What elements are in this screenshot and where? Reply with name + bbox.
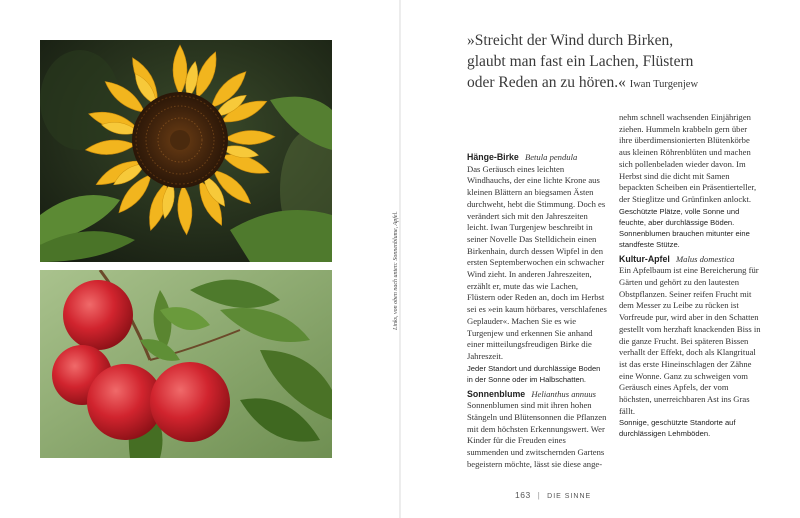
- text-column-two: [619, 112, 761, 443]
- entry-heading: Hänge-Birke: [467, 152, 519, 162]
- page-footer: [515, 490, 591, 500]
- entry-body: nehm schnell wachsenden Einjährigen ziehen. Hummeln krabbeln gern über ihre überdimensionierten Blütenkörbe aus kleinen Röhrenblüten und machen sich pollenbeladen wieder davon. Im Herbst sind die dicht mit Samen bepackten Scheiben ein Präsentierteller, der Stieglitze und Grünfinken anlockt.: [619, 112, 757, 204]
- entry-sonnenblume-continued: [619, 112, 761, 250]
- quote-line-3: [467, 72, 787, 95]
- entry-latin-name: Malus domestica: [675, 253, 735, 264]
- apple-photo: [40, 270, 332, 458]
- text-column-one: [467, 152, 607, 475]
- quote-line-2: glaubt man fast ein Lachen, Flüstern: [467, 53, 694, 70]
- quote-line-1: »Streicht der Wind durch Birken,: [467, 32, 674, 49]
- entry-site-note: Jeder Standort und durchlässige Boden in der Sonne oder im Halbschatten.: [467, 363, 601, 384]
- book-gutter: [399, 0, 401, 518]
- sunflower-photo: [40, 40, 332, 262]
- entry-haenge-birke: [467, 152, 607, 385]
- entry-heading: Kultur-Apfel: [619, 253, 670, 264]
- entry-sonnenblume: [467, 389, 607, 471]
- entry-site-note: Geschützte Plätze, volle Sonne und feuchte, aber durchlässige Böden. Sonnenblumen brauchen mitunter eine standfeste Stütze.: [619, 206, 750, 249]
- section-name: DIE SINNE: [547, 493, 592, 500]
- quote-line-3-text: oder Reden an zu hören.«: [467, 74, 626, 91]
- entry-body: Sonnenblumen sind mit ihren hohen Stängeln und Blütensonnen die Pflanzen mit dem höchsten Erkennungswert. Wer Kinder für die Freuden eines summenden und zwitschernden Gartens begeistern möchte, lässt sie diese ange-: [467, 400, 607, 469]
- page-number: 163: [515, 490, 531, 500]
- quote-author: Iwan Turgenjew: [629, 79, 699, 90]
- footer-separator: |: [537, 490, 541, 500]
- entry-latin-name: Helianthus annuus: [531, 388, 597, 399]
- entry-heading: Sonnenblume: [467, 388, 526, 399]
- entry-body: Das Geräusch eines leichten Windhauchs, der eine lichte Krone aus kleinen Blättern an biegsamen Ästen durchweht, hebt die Stimmung. Doch es verändert sich mit den Jahreszeiten leicht. Iwan Turgenjew beschreibt in seiner Novelle Das Stelldichein einen Birkenhain, durch dessen Wipfel in den ersten Septemberwochen ein schwacher Wind zieht. In anderen Jahreszeiten, erzählt er, mute das wie Lachen, Flüstern oder Reden an, doch im Herbst sei es »ein kaum hörbares, verschlafenes Geplauder«. Machen Sie es wie Turgenjew und erkennen Sie anhand einer mitteilungsfreudigen Birke die Jahreszeit.: [467, 163, 607, 361]
- entry-site-note: Sonnige, geschützte Standorte auf durchlässigen Lehmböden.: [619, 418, 736, 439]
- epigraph: [467, 30, 787, 95]
- side-caption: Links, von oben nach unten: Sonnenblume, Apfel.: [393, 211, 399, 330]
- entry-kultur-apfel: [619, 254, 761, 440]
- entry-latin-name: Betula pendula: [524, 152, 578, 162]
- entry-body: Ein Apfelbaum ist eine Bereicherung für Gärten und gehört zu den lautesten Obstpflanzen. Seiner reifen Frucht mit dem Messer zu Leibe zu rücken ist Vorfreude pur, wird aber in den Schatten gestellt vom herzhaft knackenden Biss in die ganze Frucht. Bei späteren Bissen verhallt der Effekt, doch als Klangritual ist das erste Hineinschlagen der Zähne eine Wonne. Ganz zu schweigen vom Geräusch eines Apfels, der vom höchsten, unerreichbaren Ast ins Gras fällt.: [619, 265, 761, 416]
